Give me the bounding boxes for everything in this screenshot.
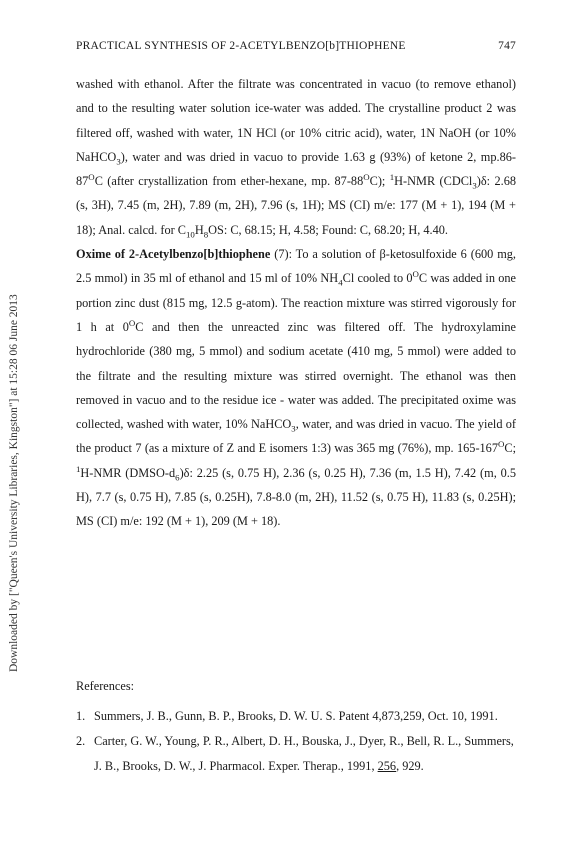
section-title: Oxime of 2-Acetylbenzo[b]thiophene <box>76 247 271 262</box>
reference-text: Carter, G. W., Young, P. R., Albert, D. H., Bouska, J., Dyer, R., Bell, R. L., Summers, J. B., Brooks, D. W., J. Pharmacol. Exper. Therap., 1991, <box>94 734 514 773</box>
reference-volume: 256 <box>377 758 397 773</box>
text-run: H <box>194 222 204 237</box>
reference-text: Summers, J. B., Gunn, B. P., Brooks, D. W. U. S. Patent 4,873,259, Oct. 10, 1991. <box>94 709 498 723</box>
running-header <box>76 40 516 52</box>
text-run: , water, and was dried in vacuo. The yield of the product 7 (as a mixture of Z and E isomers 1:3) was 365 mg (76%), mp. 165-167 <box>76 417 517 456</box>
superscript: O <box>497 439 505 450</box>
superscript: O <box>128 317 136 328</box>
subscript: 3 <box>472 180 477 191</box>
text-run: )δ: 2.68 (s, 3H), 7.45 (m, 2H), 7.89 (m, 2H), 7.96 (s, 1H); MS (CI) m/e: 177 (M + 1), 194 (M + 18); Anal. calcd. for C <box>76 174 516 237</box>
reference-number: 1. <box>76 709 86 723</box>
text-run: OS: C, 68.15; H, 4.58; Found: C, 68.20; H, 4.40. <box>208 222 448 237</box>
superscript: O <box>88 172 95 183</box>
paragraph-ketone-procedure <box>76 72 516 242</box>
subscript: 6 <box>175 472 180 483</box>
text-run: H-NMR (CDCl <box>394 174 473 189</box>
references-list <box>76 704 516 779</box>
text-run: ), water and was dried in vacuo to provide 1.63 g (93%) of ketone 2, mp.86-87 <box>76 149 516 189</box>
text-run: C; <box>504 441 516 456</box>
text-run: (7): To a solution of β-ketosulfoxide 6 (600 mg, 2.5 mmol) in 35 ml of ethanol and 15 ml of 10% NH <box>76 247 516 286</box>
superscript: O <box>412 269 419 280</box>
text-run: Cl cooled to 0 <box>342 271 413 286</box>
text-run: C); <box>369 174 390 189</box>
reference-item <box>76 704 516 728</box>
text-run: )δ: 2.25 (s, 0.75 H), 2.36 (s, 0.25 H), 7.36 (m, 1.5 H), 7.42 (m, 0.5 H), 7.7 (s, 0.75 H), 7.85 (s, 0.25H), 7.8-8.0 (m, 2H), 11.52 (s, 0.75 H), 11.83 (s, 0.25H); MS (CI) m/e: 192 (M + 1), 209 (M + 18). <box>76 465 516 529</box>
reference-text: , 929. <box>396 758 424 773</box>
subscript: 3 <box>116 156 121 167</box>
download-watermark-text: Downloaded by ["Queen's University Libraries, Kingston"] at 15:28 06 June 2013 <box>8 294 20 672</box>
subscript: 8 <box>203 229 209 240</box>
reference-item <box>76 729 516 778</box>
superscript: 1 <box>389 172 395 183</box>
body-text <box>76 72 516 534</box>
paragraph-oxime-procedure <box>76 242 516 534</box>
running-title: PRACTICAL SYNTHESIS OF 2-ACETYLBENZO[b]THIOPHENE <box>76 40 406 52</box>
reference-number: 2. <box>76 734 86 749</box>
text-run: C was added in one portion zinc dust (815 mg, 12.5 g-atom). The reaction mixture was stirred vigorously for 1 h at 0 <box>76 271 516 334</box>
text-run: H-NMR (DMSO-d <box>80 465 176 480</box>
text-run: washed with ethanol. After the filtrate was concentrated in vacuo (to remove ethanol) and to the resulting water solution ice-water was added. The crystalline product 2 was filtered off, washed with water, 1N HCl (or 10% citric acid), water, 1N NaOH (or 10% NaHCO <box>76 77 516 164</box>
subscript: 10 <box>185 229 195 240</box>
text-run: C and then the unreacted zinc was filtered off. The hydroxylamine hydrochloride (380 mg, 5 mmol) and sodium acetate (410 mg, 5 mmol) were added to the filtrate and the resulting mixture was stirred overnight. The ethanol was then removed in vacuo and to the residue ice - water was added. The precipitated oxime was collected, washed with water, 10% NaHCO <box>76 319 517 432</box>
references-heading: References: <box>76 679 135 693</box>
page-number: 747 <box>498 40 516 52</box>
subscript: 4 <box>338 277 343 288</box>
text-run: C (after crystallization from ether-hexane, mp. 87-88 <box>94 174 364 189</box>
subscript: 3 <box>291 423 296 434</box>
download-watermark <box>8 294 24 688</box>
superscript: O <box>363 172 370 183</box>
superscript: 1 <box>76 463 81 474</box>
